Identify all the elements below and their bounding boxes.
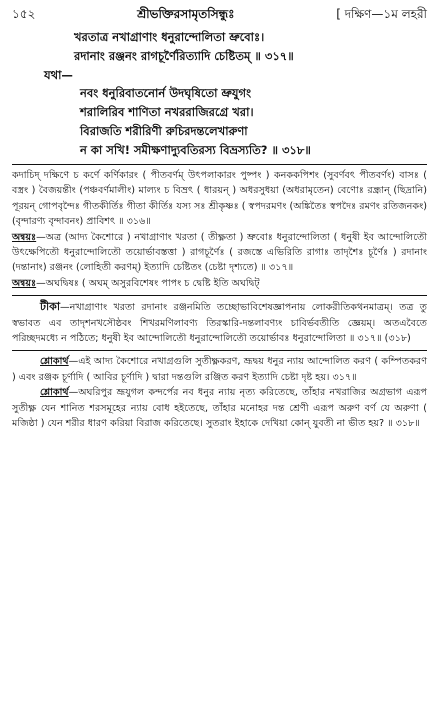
section-label: [ দক্ষিণ—১ম লহরী xyxy=(336,7,427,21)
divider xyxy=(12,295,427,296)
anvaya-318 xyxy=(12,276,427,291)
anvaya-label: অন্বয়ঃ xyxy=(12,231,37,243)
anvaya-317 xyxy=(12,230,427,276)
shlokartha-label: শ্লোকার্থ xyxy=(40,356,69,368)
commentary-paragraph: কদাচিদ্ দক্ষিণে চ কর্ণে কর্ণিকারং ( পীতবর্ণম্ উৎপলাকারং পুষ্পং ) কনককপিশং (সুবর্ণবৎ পীতবর্ণং) বাসঃ ( বস্ত্রং ) বৈজয়ন্তীং (পঞ্চবর্ণমালীং) মাল্যং চ বিভ্রৎ ( ধারয়ন্ ) অধরসুধয়া (অধরামৃতেন) বেণোঃ রন্ধ্রান্ (ছিদ্রানি) পূরয়ন্ গোপবৃন্দৈঃ গীতকীর্তিঃ গীতা কীর্তিঃ যস্য সঃ শ্রীকৃষ্ণঃ ( স্বপদরমণং (অঙ্কিতৈঃ স্বপদৈঃ রমণং রতিজনকং) (বৃন্দারণ্য বৃন্দাবনং) প্রাবিশৎ ॥ ৩১৬॥ xyxy=(12,170,427,228)
tika-text: —নখাগ্রাণাং খরতা রদানাং রঞ্জনমিতি তচ্ছোভাবিশেষজ্ঞাপনায় লোকরীতিকথনমাত্রম্। তত্র তু স্বভাবত এব তাদৃশনখসৌষ্ঠবং শিখরমণিলাবণ্য তিরস্কারি-দন্তলাবণ্যং চাবির্ভবতীতি জ্ঞেয়ম্। অতএবৈতে পরিচ্ছদমধ্যে ন পঠিতে; ধনুষী ইব আন্দোলিতৌ ধনুরান্দোলিতৌ তয়োর্ভাবঃ ধনুরান্দোলিতা ॥ ৩১৭॥ (৩১৮) xyxy=(12,302,427,345)
tika-label: টীকা xyxy=(40,300,61,314)
verse-line: বিরাজতি শরীরিণী রুচিরদন্তলেখারুণা xyxy=(80,124,248,138)
anvaya-text: —অঘদ্বিষঃ ( অঘম্ অসুরবিশেষং পাপং চ দ্বেষ্টি ইতি অঘদ্বিট্ xyxy=(36,277,260,289)
verse-317 xyxy=(12,28,427,66)
shlokartha-318 xyxy=(12,385,427,431)
shlokartha-text: —এই আদ্য কৈশোরে নখাগ্রগুলি সুতীক্ষ্ণকরণ, ভ্রূদ্বয় ধনুর ন্যায় আন্দোলিত করণ ( কম্পিতকরণ ) এবং রঞ্জক চূর্ণাদি ( আবির চূর্ণাদি ) দ্বারা দন্তগুলি রঞ্জিত করণ ইত্যাদি চেষ্টা দৃষ্ট হয়। ৩১৭॥ xyxy=(12,356,427,383)
verse-318 xyxy=(12,84,427,160)
page-number: ১৫২ xyxy=(12,7,36,21)
verse-line: ন কা সখি! সমীক্ষণাদ্যুবতিরস্য বিভ্রস্যতি? ॥ ৩১৮॥ xyxy=(80,143,311,157)
anvaya-label: অন্বয়ঃ xyxy=(12,277,37,289)
verse-line: খরতাত্র নখাগ্রাণাং ধনুরান্দোলিতা ভ্রুবোঃ। xyxy=(74,30,265,44)
shlokartha-317 xyxy=(12,354,427,385)
verse-line: নবং ধনুরিবাতনোর্ন উদঘৃষিতো ভ্রুযুগং xyxy=(80,86,252,100)
verse-line: শরালিরিব শাণিতা নখররাজিরগ্রে খরা। xyxy=(80,105,254,119)
divider xyxy=(12,164,427,165)
page-header xyxy=(12,6,427,28)
verse-line: রদানাং রঞ্জনং রাগচূর্ণৈরিত্যাদি চেষ্টিতম্ ॥ ৩১৭॥ xyxy=(74,49,294,63)
book-title: শ্রীভক্তিরসামৃতসিন্ধুঃ xyxy=(137,7,235,21)
shlokartha-label: শ্লোকার্থ xyxy=(40,387,69,399)
tika-paragraph xyxy=(12,299,427,346)
shlokartha-text: —অঘরিপুর ভ্রূযুগল কন্দর্পের নব ধনুর ন্যায় নৃত্য করিতেছে, তাঁহার নখরাজির অগ্রভাগ এরূপ সুতীক্ষ্ণ যেন শানিত শরসমূহের ন্যায় বোধ হইতেছে, তাঁহার মনোহর দন্ত শ্রেণী এরূপ অরুণ বর্ণ যে অরুণা ( মজিষ্ঠা ) যেন শরীর ধারণ করিয়া বিরাজ করিতেছে। সুতরাং ইহাকে দেখিয়া কোন্ যুবতী না ভীত হয়? ॥ ৩১৮॥ xyxy=(12,387,427,430)
yatha-label: যথা— xyxy=(44,68,73,82)
divider xyxy=(12,350,427,351)
anvaya-text: —অত্র (আদ্য কৈশোরে ) নখাগ্রাণাং খরতা ( তীক্ষ্ণতা ) ভ্রুবোঃ ধনুরান্দোলিতা ( ধনুষী ইব আন্দোলিতৌ উৎক্ষেপিতৌ ধনুরান্দোলিতৌ তয়োর্ভাবস্তত্তা ) রাগচূর্ণৈঃ ( রজস্তে এভিরিতি রাগাঃ তাদৃশৈঃ চূর্ণৈঃ ) রদানাং (দন্তানাং) রঞ্জনং (লোহিতী করণম্) ইত্যাদি চেষ্টিতং (চেষ্টা দৃশ্যতে) ॥ ৩১৭॥ xyxy=(12,231,427,274)
